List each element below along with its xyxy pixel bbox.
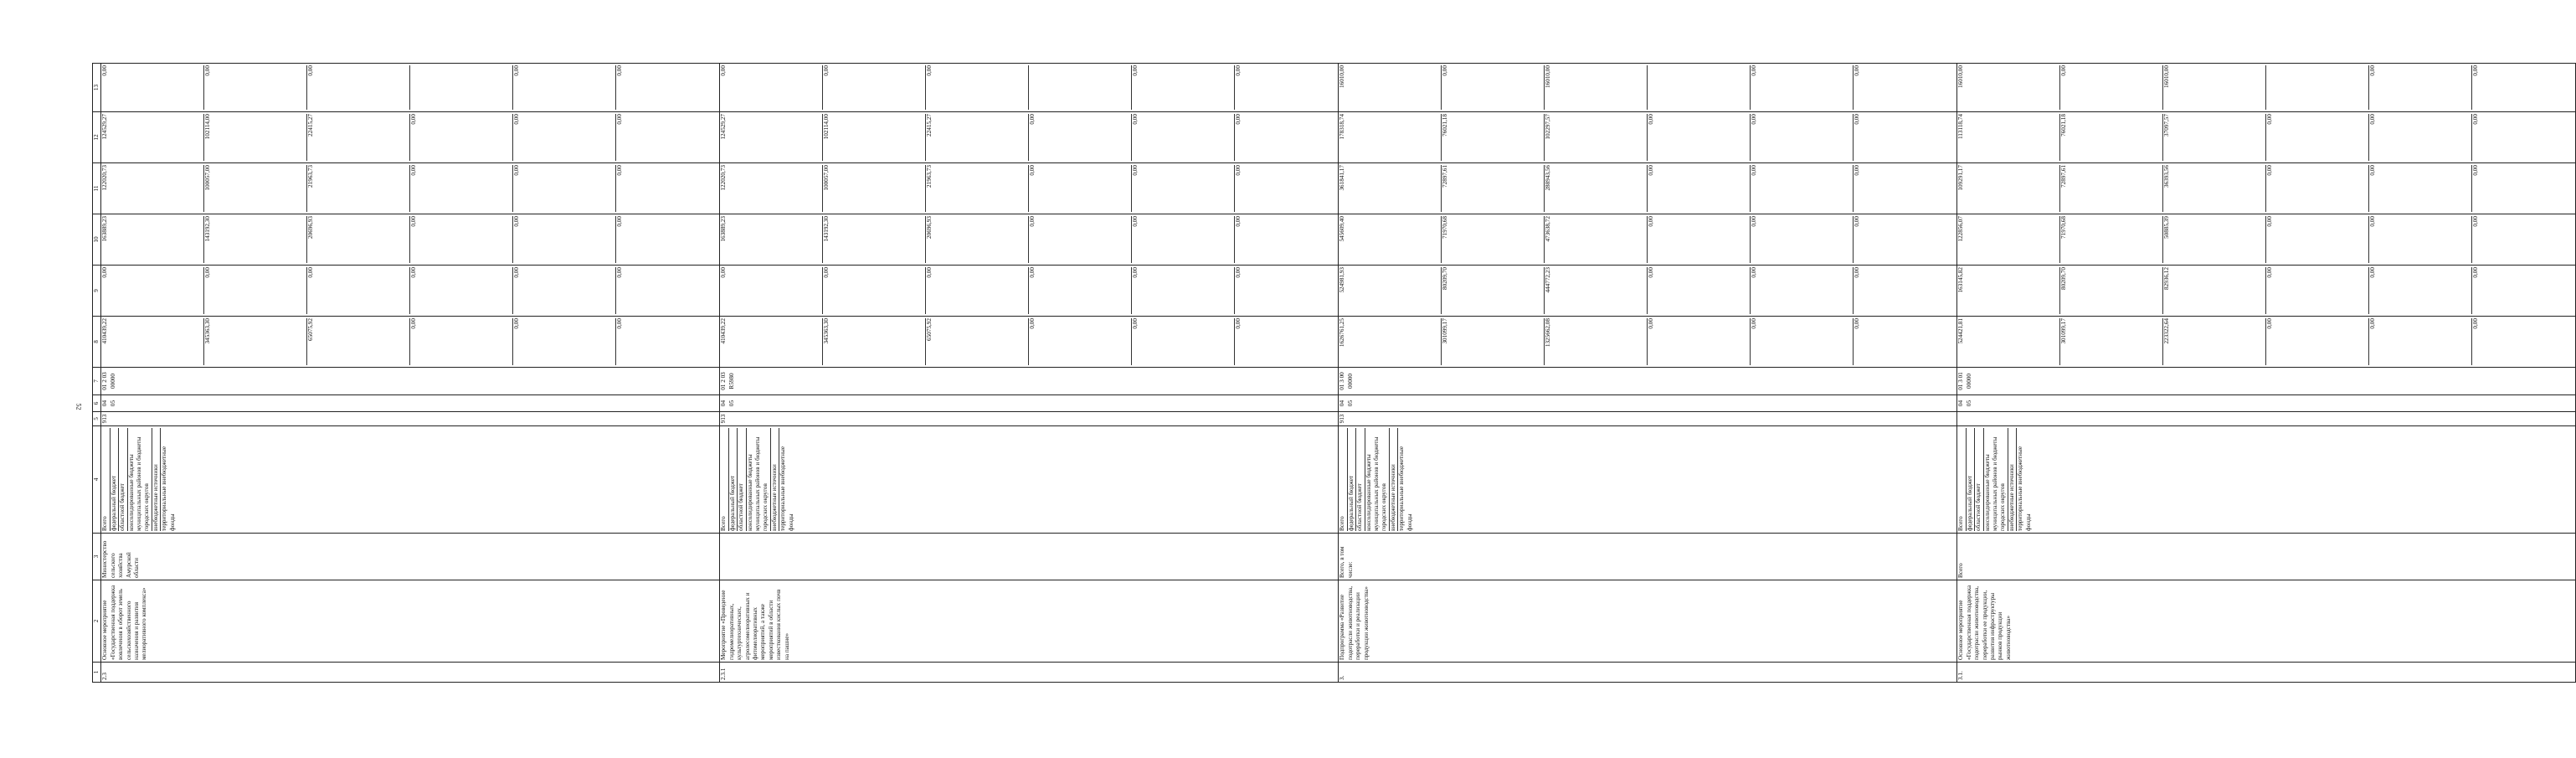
value-line — [410, 65, 513, 110]
value-line: 0,00 — [2472, 267, 2480, 278]
value-line: 0,00 — [1751, 267, 1854, 314]
value-line: 16010,00 — [2163, 65, 2266, 110]
value-line: 0,00 — [1235, 65, 1242, 76]
value-line: 163889,23 — [101, 216, 204, 263]
value-line: 444772,23 — [1545, 267, 1648, 314]
value-line — [2266, 65, 2369, 110]
value-line: консолидированные бюджеты муниципальных районов и бюджеты городских округов — [128, 428, 152, 531]
value-line: областной бюджет — [119, 428, 127, 531]
value-line: областной бюджет — [738, 428, 746, 531]
value-line: 0,00 — [1442, 65, 1545, 110]
value-line: 102297,57 — [1545, 114, 1648, 161]
value-line: 0,00 — [1029, 267, 1132, 314]
value-line: 1626761,25 — [1339, 318, 1442, 365]
value-line: внебюджетные источники — [1390, 428, 1398, 531]
header-cell: 3 — [93, 534, 101, 580]
grbs-code — [1957, 412, 2576, 426]
value-line: 71970,68 — [1442, 216, 1545, 263]
row-number: 2.3.1 — [720, 663, 1339, 683]
value-line: 0,00 — [1751, 114, 1854, 161]
amount-v2024 — [101, 112, 720, 163]
page-number: 52 — [75, 403, 83, 410]
value-line: 410439,22 — [101, 318, 204, 365]
value-line: 0,00 — [1029, 165, 1132, 212]
amount-v2023 — [101, 163, 720, 214]
table-body — [93, 64, 2576, 683]
header-cell: 1 — [93, 663, 101, 683]
funding-sources — [101, 426, 720, 534]
value-line: 0,00 — [1029, 318, 1132, 365]
amount-v2021 — [1957, 266, 2576, 317]
rzpr-code: 04 05 — [720, 395, 1339, 412]
value-line: 102114,00 — [204, 114, 307, 161]
value-line: 0,00 — [1751, 318, 1854, 365]
value-line: 0,00 — [1751, 216, 1854, 263]
amount-v2025 — [1957, 64, 2576, 112]
grbs-code: 913 — [101, 412, 720, 426]
value-line: 0,00 — [101, 65, 204, 110]
amount-v2025 — [101, 64, 720, 112]
value-line: 0,00 — [2266, 165, 2369, 212]
value-line: 345363,30 — [823, 318, 926, 365]
value-line: 0,00 — [1854, 165, 1861, 176]
value-line — [1029, 65, 1132, 110]
value-line: 0,00 — [1235, 114, 1242, 125]
value-line: 0,00 — [204, 267, 307, 314]
rzpr-code: 04 05 — [1957, 395, 2576, 412]
value-line: 0,00 — [1132, 318, 1235, 365]
header-cell: 4 — [93, 426, 101, 534]
value-line: 0,00 — [1751, 165, 1854, 212]
value-line: внебюджетные источники — [771, 428, 779, 531]
value-line: 0,00 — [2266, 114, 2369, 161]
value-line: областной бюджет — [1356, 428, 1365, 531]
value-line: 0,00 — [1648, 216, 1751, 263]
row-name: Основное мероприятие «Государственная поддержка подотрасли животноводства, переработки ее продукции, развития инфраструктуры рынков продукции животноводства» — [1957, 580, 2576, 663]
value-line: 0,00 — [616, 318, 624, 329]
header-cell: 13 — [93, 64, 101, 112]
value-line: 0,00 — [1854, 216, 1861, 227]
row-executor: Всего, в том числе: — [1339, 534, 1957, 580]
value-line: 1325662,08 — [1545, 318, 1648, 365]
value-line: 301099,17 — [1442, 318, 1545, 365]
value-line: 16010,00 — [1545, 65, 1648, 110]
amount-v2020 — [101, 317, 720, 368]
value-line: 82936,12 — [2163, 267, 2266, 314]
value-line: 0,00 — [2266, 318, 2369, 365]
value-line: 0,00 — [513, 114, 616, 161]
value-line: 22415,27 — [307, 114, 410, 161]
header-cell: 12 — [93, 112, 101, 163]
row-name: Подпрограмма «Развитие подотрасли животноводства, переработки и реализации продукции животноводства» — [1339, 580, 1957, 663]
value-line: федеральный бюджет — [111, 428, 119, 531]
amount-v2023 — [720, 163, 1339, 214]
value-line: 0,00 — [101, 267, 204, 314]
value-line: 0,00 — [2369, 318, 2472, 365]
amount-v2022 — [720, 214, 1339, 266]
value-line: 0,00 — [1854, 267, 1861, 278]
value-line: 0,00 — [1235, 267, 1242, 278]
value-line: консолидированные бюджеты муниципальных районов и бюджеты городских округов — [747, 428, 771, 531]
value-line: 20696,93 — [926, 216, 1029, 263]
value-line: 21963,73 — [307, 165, 410, 212]
value-line: Всего — [1339, 428, 1347, 531]
value-line: 0,00 — [410, 318, 513, 365]
row-number: 2.3 — [101, 663, 720, 683]
value-line: федеральный бюджет — [729, 428, 738, 531]
value-line: 0,00 — [2369, 114, 2472, 161]
value-line: 100057,00 — [204, 165, 307, 212]
value-line: 71970,68 — [2060, 216, 2163, 263]
value-line: 124529,27 — [101, 114, 204, 161]
row-name: Мероприятие «Проведение гидромелиоративных, культуртехнических, агролесомелиоративных и фитомелиоративных мероприятий, а также мероприятий в области известкования кислых почв на пашне» — [720, 580, 1339, 663]
value-line: 0,00 — [1648, 165, 1751, 212]
value-line: 72897,61 — [1442, 165, 1545, 212]
table-row — [1957, 64, 2576, 683]
value-line: 0,00 — [410, 114, 513, 161]
value-line: 0,00 — [513, 65, 616, 110]
value-line: 524421,81 — [1957, 318, 2060, 365]
amount-v2024 — [1339, 112, 1957, 163]
value-line: 80209,70 — [2060, 267, 2163, 314]
amount-v2024 — [720, 112, 1339, 163]
rzpr-code: 04 05 — [101, 395, 720, 412]
amount-v2022 — [1957, 214, 2576, 266]
value-line: 361841,17 — [1339, 165, 1442, 212]
value-line: 524981,93 — [1339, 267, 1442, 314]
value-line: 0,00 — [2369, 267, 2472, 314]
value-line: 80209,70 — [1442, 267, 1545, 314]
value-line: 0,00 — [1751, 65, 1854, 110]
amount-v2021 — [101, 266, 720, 317]
value-line: 72897,61 — [2060, 165, 2163, 212]
value-line: 0,00 — [1235, 318, 1242, 329]
value-line: 20696,93 — [307, 216, 410, 263]
value-line: 0,00 — [616, 65, 624, 76]
budget-table — [92, 63, 2576, 683]
value-line: 0,00 — [1648, 318, 1751, 365]
table-row — [1339, 64, 1957, 683]
value-line: 16010,00 — [1339, 65, 1442, 110]
amount-v2021 — [720, 266, 1339, 317]
value-line: 0,00 — [2266, 216, 2369, 263]
value-line: 0,00 — [1029, 216, 1132, 263]
value-line: 0,00 — [616, 165, 624, 176]
value-line: 410439,22 — [720, 318, 823, 365]
row-executor: Всего — [1957, 534, 2576, 580]
header-row — [93, 64, 101, 683]
row-executor: Министерство сельского хозяйства Амурской области — [101, 534, 720, 580]
grbs-code: 913 — [1339, 412, 1957, 426]
value-line: 143192,30 — [204, 216, 307, 263]
value-line: территориальные внебюджетные фонды — [779, 446, 794, 531]
value-line: территориальные внебюджетные фонды — [161, 446, 176, 531]
header-cell: 11 — [93, 163, 101, 214]
value-line: областной бюджет — [1975, 428, 1983, 531]
value-line: федеральный бюджет — [1967, 428, 1975, 531]
value-line: 50885,39 — [2163, 216, 2266, 263]
csr-code: 01 3 01 00000 — [1957, 368, 2576, 395]
value-line: 22415,27 — [926, 114, 1029, 161]
value-line: 122856,07 — [1957, 216, 2060, 263]
value-line: 122020,73 — [101, 165, 204, 212]
value-line: территориальные внебюджетные фонды — [1398, 446, 1413, 531]
csr-code: 01 2 03 R5980 — [720, 368, 1339, 395]
row-name: Основное мероприятие «Государственная поддержка вовлечения в оборот земель сельскохозяйственного назначения и развития мелиоративного комплекса» — [101, 580, 720, 663]
value-line: 65075,92 — [307, 318, 410, 365]
csr-code: 01 2 03 00000 — [101, 368, 720, 395]
value-line: 21963,73 — [926, 165, 1029, 212]
header-cell: 2 — [93, 580, 101, 663]
value-line: 0,00 — [2266, 267, 2369, 314]
header-cell: 8 — [93, 317, 101, 368]
value-line: 113118,74 — [1957, 114, 2060, 161]
amount-v2024 — [1957, 112, 2576, 163]
row-number: 3. — [1339, 663, 1957, 683]
csr-code: 01 3 00 00000 — [1339, 368, 1957, 395]
value-line: 0,00 — [1029, 114, 1132, 161]
value-line: внебюджетные источники — [2008, 428, 2017, 531]
value-line: 0,00 — [2472, 114, 2480, 125]
value-line: 0,00 — [2472, 318, 2480, 329]
value-line: 76021,18 — [2060, 114, 2163, 161]
value-line: 0,00 — [2369, 65, 2472, 110]
value-line — [1648, 65, 1751, 110]
value-line: 0,00 — [926, 267, 1029, 314]
amount-v2022 — [1339, 214, 1957, 266]
amount-v2021 — [1339, 266, 1957, 317]
value-line: 0,00 — [1132, 216, 1235, 263]
value-line: 0,00 — [1648, 114, 1751, 161]
value-line: 288943,56 — [1545, 165, 1648, 212]
value-line: консолидированные бюджеты муниципальных районов и бюджеты городских округов — [1984, 428, 2008, 531]
value-line: 0,00 — [926, 65, 1029, 110]
value-line: 0,00 — [1132, 114, 1235, 161]
value-line: 0,00 — [1854, 114, 1861, 125]
value-line: 0,00 — [616, 267, 624, 278]
value-line: 0,00 — [410, 165, 513, 212]
value-line: 0,00 — [513, 318, 616, 365]
funding-sources — [1957, 426, 2576, 534]
header-cell: 10 — [93, 214, 101, 266]
value-line: 100057,00 — [823, 165, 926, 212]
value-line: федеральный бюджет — [1348, 428, 1356, 531]
value-line: 143192,30 — [823, 216, 926, 263]
amount-v2025 — [720, 64, 1339, 112]
amount-v2025 — [1339, 64, 1957, 112]
value-line: территориальные внебюджетные фонды — [2017, 446, 2032, 531]
header-cell: 7 — [93, 368, 101, 395]
value-line: 122020,73 — [720, 165, 823, 212]
value-line: 0,00 — [307, 267, 410, 314]
value-line: 0,00 — [2369, 216, 2472, 263]
value-line: 0,00 — [823, 65, 926, 110]
value-line: 0,00 — [1235, 165, 1242, 176]
value-line: 0,00 — [720, 65, 823, 110]
value-line: 0,00 — [1132, 165, 1235, 212]
amount-v2023 — [1957, 163, 2576, 214]
value-line: 0,00 — [513, 165, 616, 212]
value-line: Всего — [720, 428, 728, 531]
value-line: консолидированные бюджеты муниципальных районов и бюджеты городских округов — [1365, 428, 1390, 531]
value-line: 0,00 — [2060, 65, 2163, 110]
value-line: 0,00 — [1648, 267, 1751, 314]
value-line: 0,00 — [307, 65, 410, 110]
value-line: 301099,17 — [2060, 318, 2163, 365]
value-line: 0,00 — [616, 216, 624, 227]
value-line: 109291,17 — [1957, 165, 2060, 212]
value-line: 102114,00 — [823, 114, 926, 161]
value-line: 16010,00 — [1957, 65, 2060, 110]
row-executor — [720, 534, 1339, 580]
amount-v2023 — [1339, 163, 1957, 214]
value-line: 0,00 — [1132, 267, 1235, 314]
table-row — [101, 64, 720, 683]
value-line: 0,00 — [2369, 165, 2472, 212]
value-line: 0,00 — [513, 216, 616, 263]
grbs-code: 913 — [720, 412, 1339, 426]
value-line: Всего — [101, 428, 110, 531]
table-row — [720, 64, 1339, 683]
rzpr-code: 04 05 — [1339, 395, 1957, 412]
value-line: 0,00 — [204, 65, 307, 110]
value-line: 65075,92 — [926, 318, 1029, 365]
value-line: 0,00 — [2472, 165, 2480, 176]
value-line: 163145,82 — [1957, 267, 2060, 314]
value-line: 0,00 — [2472, 65, 2480, 76]
value-line: 0,00 — [410, 267, 513, 314]
funding-sources — [1339, 426, 1957, 534]
value-line: 0,00 — [1132, 65, 1235, 110]
value-line: 124529,27 — [720, 114, 823, 161]
value-line: 0,00 — [720, 267, 823, 314]
header-cell: 6 — [93, 395, 101, 412]
value-line: 37097,57 — [2163, 114, 2266, 161]
value-line: 0,00 — [410, 216, 513, 263]
value-line: 0,00 — [2472, 216, 2480, 227]
amount-v2020 — [1339, 317, 1957, 368]
value-line: Всего — [1957, 428, 1966, 531]
value-line: 223322,64 — [2163, 318, 2266, 365]
value-line: 0,00 — [1235, 216, 1242, 227]
value-line: 473638,72 — [1545, 216, 1648, 263]
value-line: 345363,30 — [204, 318, 307, 365]
header-cell: 9 — [93, 266, 101, 317]
amount-v2022 — [101, 214, 720, 266]
rotated-page — [92, 63, 2480, 683]
value-line: 545609,40 — [1339, 216, 1442, 263]
value-line: 0,00 — [616, 114, 624, 125]
value-line: 76021,18 — [1442, 114, 1545, 161]
value-line: 0,00 — [1854, 318, 1861, 329]
value-line: 178318,74 — [1339, 114, 1442, 161]
value-line: 163889,23 — [720, 216, 823, 263]
value-line: 36393,56 — [2163, 165, 2266, 212]
header-cell: 5 — [93, 412, 101, 426]
value-line: 0,00 — [823, 267, 926, 314]
row-number: 3.1. — [1957, 663, 2576, 683]
funding-sources — [720, 426, 1339, 534]
amount-v2020 — [720, 317, 1339, 368]
value-line: 0,00 — [1854, 65, 1861, 76]
value-line: внебюджетные источники — [152, 428, 161, 531]
value-line: 0,00 — [513, 267, 616, 314]
amount-v2020 — [1957, 317, 2576, 368]
